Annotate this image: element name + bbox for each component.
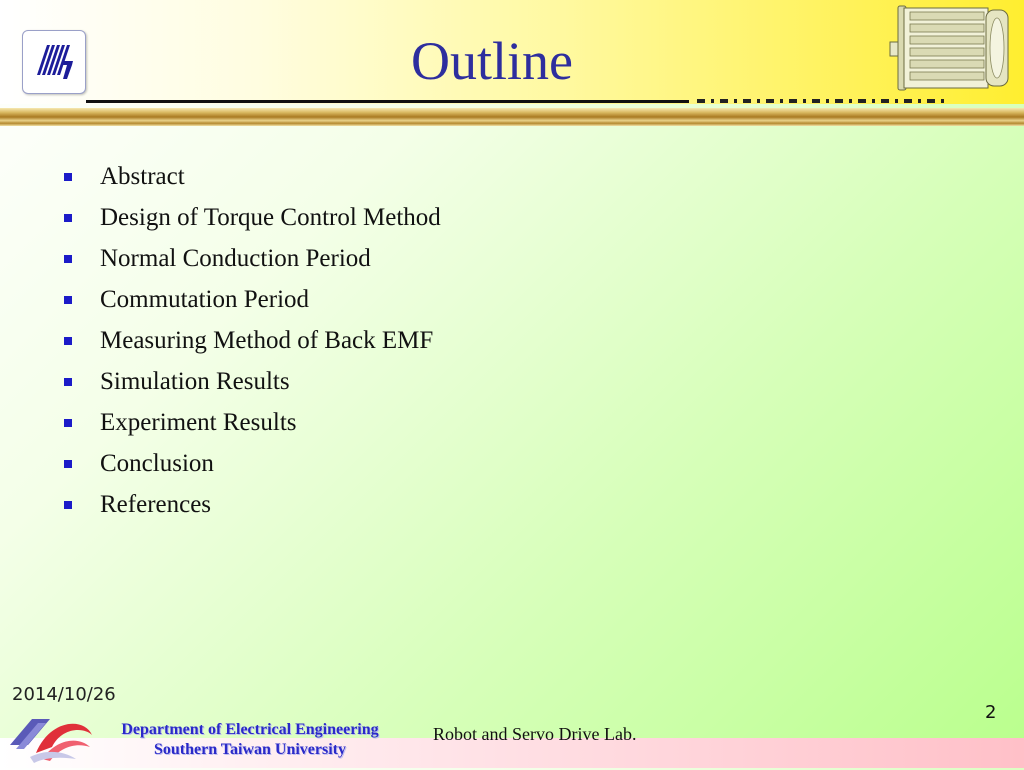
motor-icon xyxy=(886,2,1016,94)
list-item-text: Design of Torque Control Method xyxy=(100,204,441,231)
page-number: 2 xyxy=(985,702,997,723)
swirl-logo-icon xyxy=(6,713,98,765)
square-bullet-icon xyxy=(64,501,72,509)
header-dashed-line xyxy=(697,99,949,103)
square-bullet-icon xyxy=(64,214,72,222)
square-bullet-icon xyxy=(64,296,72,304)
square-bullet-icon xyxy=(64,419,72,427)
list-item-text: Experiment Results xyxy=(100,409,297,436)
department-line-2: Southern Taiwan University xyxy=(153,741,347,758)
square-bullet-icon xyxy=(64,255,72,263)
department-name xyxy=(104,720,396,760)
list-item-text: Conclusion xyxy=(100,450,214,477)
header-gold-bar xyxy=(0,108,1024,126)
list-item-text: Normal Conduction Period xyxy=(100,245,371,272)
square-bullet-icon xyxy=(64,378,72,386)
lab-name: Robot and Servo Drive Lab. xyxy=(433,724,637,744)
list-item-text: Measuring Method of Back EMF xyxy=(100,327,434,354)
square-bullet-icon xyxy=(64,460,72,468)
department-line-1: Department of Electrical Engineering xyxy=(121,721,379,738)
square-bullet-icon xyxy=(64,173,72,181)
header-divider-line xyxy=(86,100,689,103)
square-bullet-icon xyxy=(64,337,72,345)
list-item-text: Commutation Period xyxy=(100,286,310,313)
slide-title: Outline xyxy=(411,31,573,91)
slide-date: 2014/10/26 xyxy=(12,684,116,705)
list-item-text: Simulation Results xyxy=(100,368,290,395)
list-item-text: References xyxy=(100,491,212,518)
list-item-text: Abstract xyxy=(100,163,185,190)
